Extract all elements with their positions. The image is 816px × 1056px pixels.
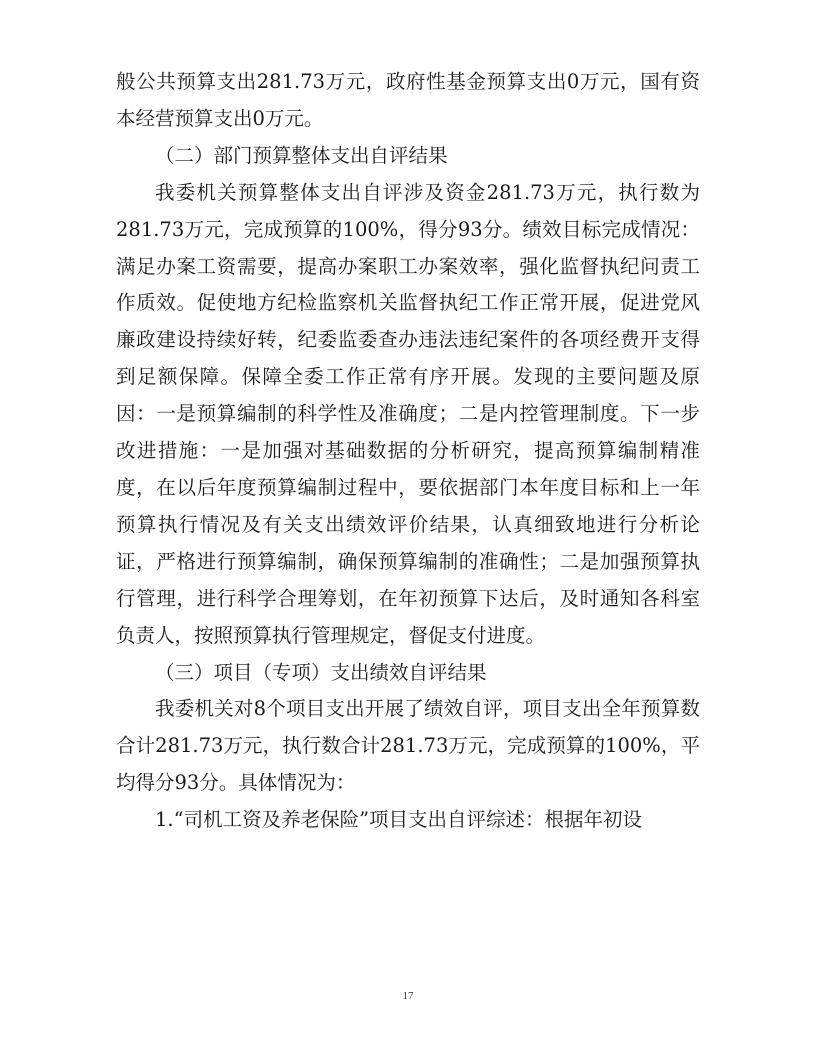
paragraph-project-evaluation: 我委机关对8个项目支出开展了绩效自评，项目支出全年预算数合计281.73万元，执行数合计281.73万元，完成预算的100%，平均得分93分。具体情况为： — [116, 697, 700, 795]
section-heading-3: （三）项目（专项）支出绩效自评结果 — [155, 660, 487, 684]
document-body — [116, 64, 700, 839]
paragraph-continuation: 般公共预算支出281.73万元，政府性基金预算支出0万元，国有资本经营预算支出0万元。 — [116, 70, 700, 130]
section-heading-2: （二）部门预算整体支出自评结果 — [155, 143, 448, 167]
paragraph-item-1: 1.“司机工资及养老保险”项目支出自评综述：根据年初设 — [155, 808, 643, 832]
page-number: 17 — [402, 990, 414, 1002]
paragraph-overall-evaluation: 我委机关预算整体支出自评涉及资金281.73万元，执行数为281.73万元，完成预算的100%，得分93分。绩效目标完成情况：满足办案工资需要，提高办案职工办案效率，强化监督执纪问责工作质效。促使地方纪检监察机关监督执纪工作正常开展，促进党风廉政建设持续好转，纪委监委查办违法违纪案件的各项经费开支得到足额保障。保障全委工作正常有序开展。发现的主要问题及原因：一是预算编制的科学性及准确度；二是内控管理制度。下一步改进措施：一是加强对基础数据的分析研究，提高预算编制精准度，在以后年度预算编制过程中，要依据部门本年度目标和上一年预算执行情况及有关支出绩效评价结果，认真细致地进行分析论证，严格进行预算编制，确保预算编制的准确性；二是加强预算执行管理，进行科学合理筹划，在年初预算下达后，及时通知各科室负责人，按照预算执行管理规定，督促支付进度。 — [116, 180, 700, 647]
